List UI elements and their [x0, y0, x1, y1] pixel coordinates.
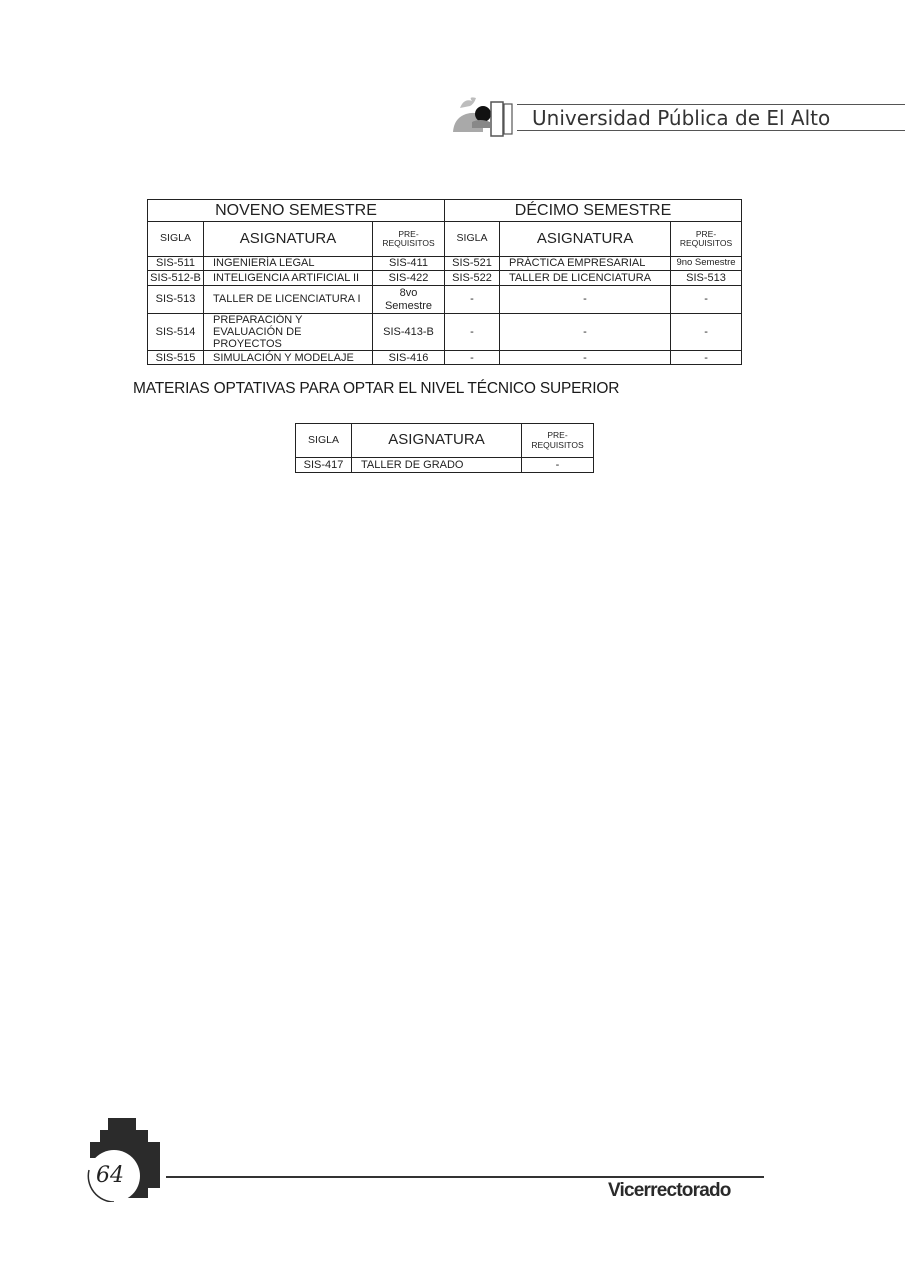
sigla-cell: SIS-514: [148, 314, 204, 351]
sigla-cell: SIS-515: [148, 351, 204, 365]
asignatura-cell: PRÁCTICA EMPRESARIAL: [500, 257, 671, 271]
prerequisito-cell: SIS-413-B: [373, 314, 445, 351]
table-row: [148, 257, 742, 271]
vicerrectorado-logo: Vicerrectorado: [608, 1180, 731, 1201]
sigla-cell: SIS-512-B: [148, 271, 204, 286]
prerequisito-cell: SIS-422: [373, 271, 445, 286]
upea-logo-icon: [450, 92, 516, 138]
semesters-table: [147, 199, 742, 365]
stepped-cross-icon: [82, 1118, 166, 1202]
column-header-asignatura: ASIGNATURA: [204, 222, 373, 257]
asignatura-cell: PREPARACIÓN Y EVALUACIÓN DE PROYECTOS: [204, 314, 373, 351]
prerequisito-cell: -: [522, 458, 594, 473]
table-row: [148, 286, 742, 314]
sigla-cell: -: [445, 286, 500, 314]
asignatura-cell: -: [500, 314, 671, 351]
asignatura-cell: INGENIERÍA LEGAL: [204, 257, 373, 271]
asignatura-cell: -: [500, 286, 671, 314]
prerequisito-cell: 9no Semestre: [671, 257, 742, 271]
column-header-asignatura: ASIGNATURA: [352, 424, 522, 458]
prerequisito-cell: SIS-411: [373, 257, 445, 271]
sigla-cell: SIS-513: [148, 286, 204, 314]
optional-section-title: MATERIAS OPTATIVAS PARA OPTAR EL NIVEL TÉCNICO SUPERIOR: [133, 380, 620, 397]
column-header-prerequisitos: PRE-REQUISITOS: [671, 222, 742, 257]
sigla-cell: SIS-521: [445, 257, 500, 271]
optional-subjects-table: [295, 423, 594, 473]
asignatura-cell: TALLER DE LICENCIATURA I: [204, 286, 373, 314]
asignatura-cell: TALLER DE LICENCIATURA: [500, 271, 671, 286]
asignatura-cell: -: [500, 351, 671, 365]
column-header-sigla: SIGLA: [445, 222, 500, 257]
prerequisito-cell: SIS-416: [373, 351, 445, 365]
column-header-sigla: SIGLA: [296, 424, 352, 458]
page-number: 64: [96, 1163, 124, 1188]
university-title: Universidad Pública de El Alto: [532, 106, 831, 130]
ninth-semester-heading: NOVENO SEMESTRE: [148, 200, 445, 222]
prerequisito-cell: -: [671, 286, 742, 314]
asignatura-cell: TALLER DE GRADO: [352, 458, 522, 473]
column-header-prerequisitos: PRE-REQUISITOS: [522, 424, 594, 458]
sigla-cell: SIS-417: [296, 458, 352, 473]
sigla-cell: -: [445, 314, 500, 351]
asignatura-cell: SIMULACIÓN Y MODELAJE: [204, 351, 373, 365]
prerequisito-cell: -: [671, 314, 742, 351]
table-row: [148, 271, 742, 286]
header-rule-top: [517, 104, 905, 105]
table-row: [296, 458, 594, 473]
footer-rule: [166, 1176, 764, 1178]
sigla-cell: SIS-511: [148, 257, 204, 271]
prerequisito-cell: 8vo Semestre: [373, 286, 445, 314]
prerequisito-cell: -: [671, 351, 742, 365]
column-header-asignatura: ASIGNATURA: [500, 222, 671, 257]
prerequisito-cell: SIS-513: [671, 271, 742, 286]
table-row: [148, 351, 742, 365]
column-header-sigla: SIGLA: [148, 222, 204, 257]
sigla-cell: SIS-522: [445, 271, 500, 286]
asignatura-cell: INTELIGENCIA ARTIFICIAL II: [204, 271, 373, 286]
header-rule-bottom: [517, 130, 905, 131]
sigla-cell: -: [445, 351, 500, 365]
tenth-semester-heading: DÉCIMO SEMESTRE: [445, 200, 742, 222]
table-row: [148, 314, 742, 351]
column-header-prerequisitos: PRE-REQUISITOS: [373, 222, 445, 257]
